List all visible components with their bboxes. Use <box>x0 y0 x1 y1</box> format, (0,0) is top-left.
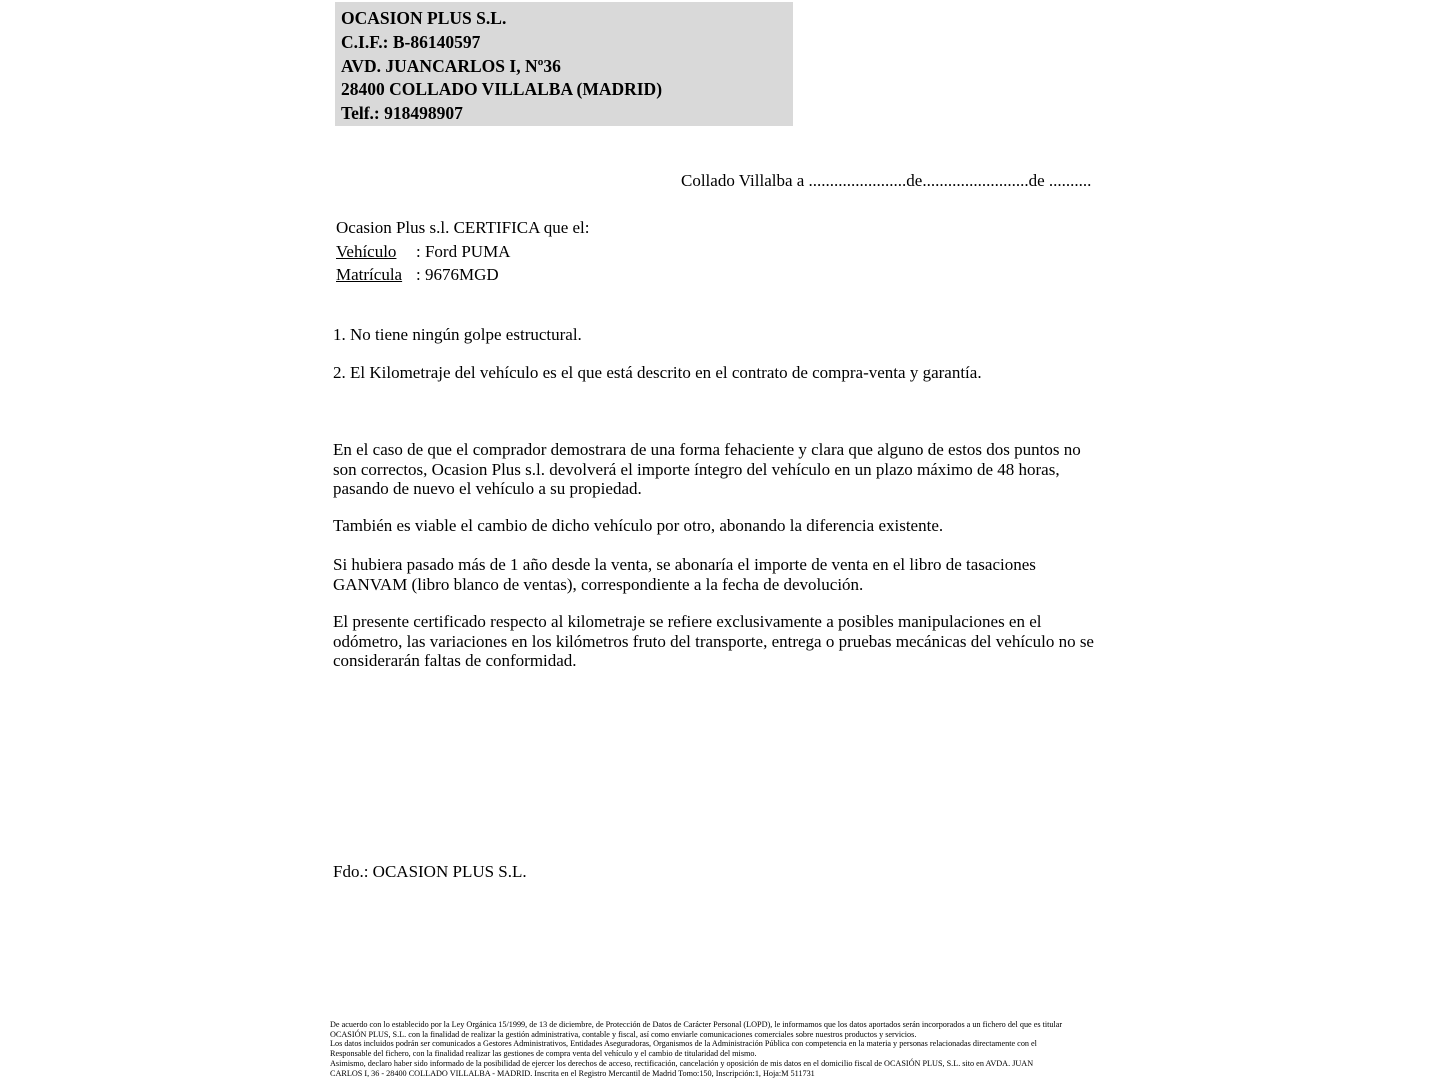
paragraph-refund: En el caso de que el comprador demostrara de una forma fehaciente y clara que alguno de estos dos puntos no son correctos, Ocasion Plus s.l. devolverá el importe íntegro del vehículo en un plazo máximo de 48 horas, pasando de nuevo el vehículo a su propiedad. <box>333 440 1081 498</box>
legal-line: CARLOS I, 36 - 28400 COLLADO VILLALBA - MADRID. Inscrita en el Registro Mercantil de Madrid Tomo:150, Inscripción:1, Hoja:M 511731 <box>330 1068 815 1078</box>
paragraph-odometer: El presente certificado respecto al kilometraje se refiere exclusivamente a posibles manipulaciones en el odómetro, las variaciones en los kilómetros fruto del transporte, entrega o pruebas mecánicas del vehículo no se considerarán faltas de conformidad. <box>333 612 1094 670</box>
plate-field <box>336 263 590 287</box>
point-1: 1. No tiene ningún golpe estructural. <box>333 325 582 344</box>
paragraph-ganvam: Si hubiera pasado más de 1 año desde la venta, se abonaría el importe de venta en el libro de tasaciones GANVAM (libro blanco de ventas), correspondiente a la fecha de devolución. <box>333 555 1036 594</box>
vehicle-label: Vehículo <box>336 241 397 261</box>
plate-label: Matrícula <box>336 265 403 284</box>
vehicle-field <box>336 240 590 264</box>
company-name: OCASION PLUS S.L. <box>341 8 507 28</box>
certify-block <box>336 216 590 287</box>
legal-line: Responsable del fichero, con la finalidad realizar las gestiones de compra venta del vehículo y el cambio de titularidad del mismo. <box>330 1049 757 1059</box>
legal-line: OCASIÓN PLUS, S.L. con la finalidad de realizar la gestión administrativa, contable y fiscal, así como enviarle comunicaciones comerciales sobre nuestros productos y servicios. <box>330 1029 917 1039</box>
vehicle-value: : Ford PUMA <box>416 241 511 261</box>
company-cif: C.I.F.: B-86140597 <box>341 31 481 52</box>
certify-intro: Ocasion Plus s.l. CERTIFICA que el: <box>336 218 590 237</box>
legal-footer <box>330 1020 1120 1078</box>
legal-line: Los datos incluidos podrán ser comunicados a Gestores Administrativos, Entidades Aseguradoras, Organismos de la Administración Pública con competencia en la materia y personas relacionadas directamente con el <box>330 1039 1037 1049</box>
company-address: AVD. JUANCARLOS I, Nº36 <box>341 55 561 76</box>
signature-line: Fdo.: OCASION PLUS S.L. <box>333 862 527 881</box>
company-city: 28400 COLLADO VILLALBA (MADRID) <box>341 79 663 100</box>
date-line: Collado Villalba a .......................de.........................de .......... <box>681 171 1092 190</box>
point-2: 2. El Kilometraje del vehículo es el que está descrito en el contrato de compra-venta y garantía. <box>333 363 982 382</box>
company-header-box <box>335 2 793 126</box>
vehicle-label-wrap <box>336 240 416 264</box>
legal-line: De acuerdo con lo establecido por la Ley Orgánica 15/1999, de 13 de diciembre, de Protección de Datos de Carácter Personal (LOPD), le informamos que los datos aportados serán incorporados a un fichero del que es titular <box>330 1020 1063 1029</box>
legal-line: Asimismo, declaro haber sido informado de la posibilidad de ejercer los derechos de acceso, rectificación, cancelación y oposición de mis datos en el domicilio fiscal de OCASIÓN PLUS, S.L. sito en AVDA. JUAN <box>330 1058 1034 1068</box>
company-phone: Telf.: 918498907 <box>341 103 463 124</box>
paragraph-exchange: También es viable el cambio de dicho vehículo por otro, abonando la diferencia existente. <box>333 516 944 535</box>
plate-value: : 9676MGD <box>416 265 499 284</box>
plate-label-wrap <box>336 263 416 287</box>
